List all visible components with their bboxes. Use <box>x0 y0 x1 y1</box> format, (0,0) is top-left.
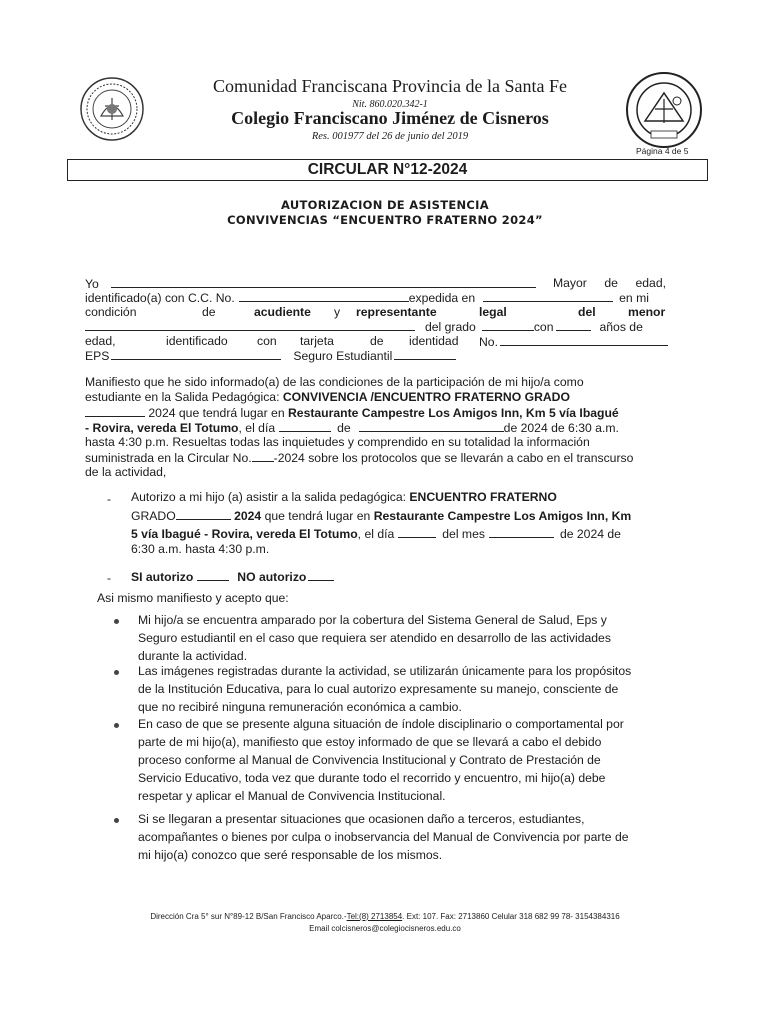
bullet-line: En caso de que se presente alguna situación de índole disciplinario o comportamental por <box>138 717 624 731</box>
form-edad: edad, <box>85 334 116 348</box>
id-number-blank[interactable] <box>239 290 409 302</box>
manifesto-line-4: - Rovira, vereda El Totumo, el día de de 2024 de 6:30 a.m. <box>85 421 619 435</box>
no-blank[interactable] <box>308 569 334 581</box>
resolution-text: Res. 001977 del 26 de junio del 2019 <box>311 131 469 142</box>
form-tarjeta: tarjeta <box>300 334 334 348</box>
insurance-blank[interactable] <box>394 348 456 360</box>
nit-number: Nit. 860.020.342-1 <box>352 99 428 110</box>
authorize-line-4: 6:30 a.m. hasta 4:30 p.m. <box>131 542 270 556</box>
bullet-line: Seguro estudiantil en el caso que requiera ser atendido en desarrollo de las actividades <box>138 631 611 645</box>
manifesto-line-6: suministrada en la Circular No. -2024 sobre los protocolos que se llevarán a cabo en el transcurso <box>85 451 634 465</box>
authorize-line-3: 5 vía Ibagué - Rovira, vereda El Totumo, el día del mes de 2024 de <box>131 527 621 541</box>
authorize-line-2: GRADO 2024 que tendrá lugar en Restaurante Campestre Los Amigos Inn, Km <box>131 509 632 523</box>
dash-marker-2: - <box>107 571 112 585</box>
form-del: del <box>578 305 596 319</box>
form-no: No. <box>479 334 668 350</box>
authorization-title: AUTORIZACION DE ASISTENCIA <box>281 198 489 212</box>
right-seal-logo <box>625 71 703 149</box>
bullet-line: Servicio Educativo, toda vez que durante todo el recorrido y encuentro, mi hijo(a) debe <box>138 771 606 785</box>
circular-title: CIRCULAR N°12-2024 <box>307 161 468 178</box>
age-blank[interactable] <box>556 319 591 331</box>
si-no-line: SI autorizo NO autorizo <box>131 569 334 585</box>
form-line-4: del grado con años de <box>85 319 643 335</box>
auth-month-blank[interactable] <box>489 526 554 538</box>
manifesto-line-2: estudiante en la Salida Pedagógica: CONVIVENCIA /ENCUENTRO FRATERNO GRADO <box>85 390 570 404</box>
circular-no-blank[interactable] <box>252 450 274 462</box>
bullet-line: durante la actividad. <box>138 649 248 663</box>
grade-blank[interactable] <box>482 319 534 331</box>
form-de: de <box>202 305 216 319</box>
manifesto-line-3: 2024 que tendrá lugar en Restaurante Campestre Los Amigos Inn, Km 5 vía Ibagué <box>85 405 619 421</box>
bullet-line: mi hijo(a) conozco que seré responsable de los mismos. <box>138 848 443 862</box>
form-con: con <box>257 334 277 348</box>
left-seal-logo <box>79 76 145 142</box>
month-blank[interactable] <box>359 420 504 432</box>
form-acudiente: acudiente <box>254 305 311 319</box>
manifesto-line-7: de la actividad, <box>85 465 167 479</box>
form-identificado: identificado <box>166 334 228 348</box>
asimismo-text: Asi mismo manifiesto y acepto que: <box>97 591 289 605</box>
manifesto-line-1: Manifiesto que he sido informado(a) de las condiciones de la participación de mi hijo/a como <box>85 375 584 389</box>
form-line-1: Yo <box>85 276 536 292</box>
footer-email: Email colcisneros@colegiocisneros.edu.co <box>309 924 461 933</box>
bullet-line: Mi hijo/a se encuentra amparado por la cobertura del Sistema General de Salud, Eps y <box>138 613 607 627</box>
id-card-blank[interactable] <box>500 334 668 346</box>
dash-marker: - <box>107 492 112 506</box>
form-de-2: de <box>370 334 384 348</box>
bullet-dot <box>114 670 119 675</box>
form-representante: representante <box>356 305 437 319</box>
bullet-line: Las imágenes registradas durante la actividad, se utilizarán únicamente para los propósitos <box>138 664 632 678</box>
authorization-subtitle: CONVIVENCIAS “ENCUENTRO FRATERNO 2024” <box>227 213 543 227</box>
issued-in-blank[interactable] <box>483 290 613 302</box>
form-line-6: EPS Seguro Estudiantil <box>85 348 456 364</box>
form-legal: legal <box>479 305 507 319</box>
circular-box <box>67 159 708 181</box>
auth-grade-blank[interactable] <box>176 508 231 520</box>
bullet-line: respetar y aplicar el Manual de Convivencia Institucional. <box>138 789 446 803</box>
grade-blank-2[interactable] <box>85 405 145 417</box>
manifesto-line-5: hasta 4:30 p.m. Resueltas todas las inquietudes y comprendido en su totalidad la información <box>85 435 590 449</box>
day-blank[interactable] <box>279 420 331 432</box>
minor-name-blank[interactable] <box>85 319 415 331</box>
bullet-dot <box>114 619 119 624</box>
si-blank[interactable] <box>197 569 229 581</box>
mayor-edad-text: Mayor de edad, <box>553 276 666 290</box>
college-name: Colegio Franciscano Jiménez de Cisneros <box>231 108 549 128</box>
auth-day-blank[interactable] <box>398 526 436 538</box>
bullet-line: de la Institución Educativa, para lo cual autorizo expresamente su manejo, consciente de <box>138 682 619 696</box>
form-menor: menor <box>628 305 666 319</box>
bullet-line: acompañantes o bienes por culpa o inobservancia del Manual de Convivencia por parte de <box>138 830 629 844</box>
bullet-line: proceso conforme al Manual de Convivencia Institucional y Contrato de Prestación de <box>138 753 601 767</box>
bullet-dot <box>114 723 119 728</box>
bullet-line: Si se llegaran a presentar situaciones que ocasionen daño a terceros, estudiantes, <box>138 812 585 826</box>
eps-blank[interactable] <box>111 348 281 360</box>
footer-address: Dirección Cra 5° sur N°89-12 B/San Francisco Aparco.-Tel:(8) 2713854. Ext: 107. Fax: 2713860 Celular 318 682 99 78- 3154384316 <box>150 912 620 921</box>
bullet-dot <box>114 818 119 823</box>
name-blank[interactable] <box>111 276 536 288</box>
page-number: Página 4 de 5 <box>636 146 689 156</box>
form-identidad: identidad <box>409 334 459 348</box>
bullet-line: parte de mi hijo(a), manifiesto que estoy informado de que se llevará a cabo el debido <box>138 735 602 749</box>
community-name: Comunidad Franciscana Provincia de la Santa Fe <box>213 76 567 96</box>
authorize-line-1: Autorizo a mi hijo (a) asistir a la salida pedagógica: ENCUENTRO FRATERNO <box>131 490 557 504</box>
form-y: y <box>334 305 341 319</box>
form-line-2: identificado(a) con C.C. No. expedida en en mi <box>85 291 649 305</box>
form-line-3: condición <box>85 305 137 319</box>
bullet-line: que no recibiré ninguna remuneración económica a cambio. <box>138 700 462 714</box>
